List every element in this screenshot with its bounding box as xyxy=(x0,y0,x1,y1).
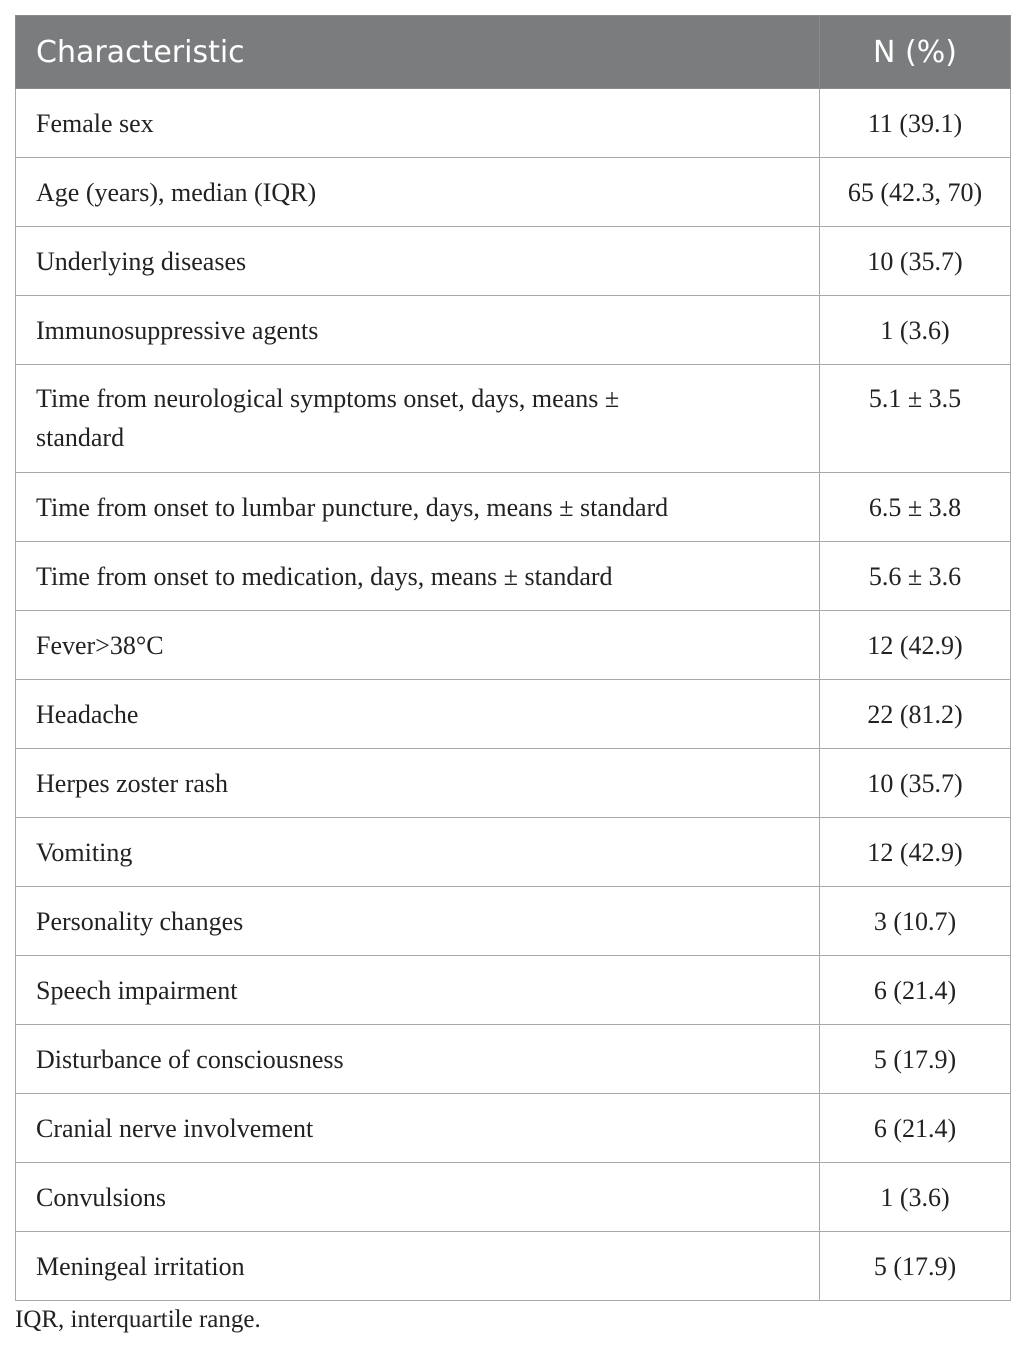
row-label: Disturbance of consciousness xyxy=(16,1025,820,1094)
table-row xyxy=(16,749,1011,818)
row-label: Age (years), median (IQR) xyxy=(16,158,820,227)
row-value: 12 (42.9) xyxy=(820,818,1011,887)
table-row xyxy=(16,542,1011,611)
row-label: Herpes zoster rash xyxy=(16,749,820,818)
row-value: 6 (21.4) xyxy=(820,1094,1011,1163)
table-row xyxy=(16,680,1011,749)
row-value: 22 (81.2) xyxy=(820,680,1011,749)
row-value: 6 (21.4) xyxy=(820,956,1011,1025)
row-label: Time from onset to medication, days, means ± standard xyxy=(16,542,820,611)
table-body xyxy=(16,89,1011,1301)
characteristics-table xyxy=(15,15,1011,1301)
row-value: 3 (10.7) xyxy=(820,887,1011,956)
table-row xyxy=(16,473,1011,542)
row-label: Speech impairment xyxy=(16,956,820,1025)
row-value: 10 (35.7) xyxy=(820,749,1011,818)
row-label: Vomiting xyxy=(16,818,820,887)
row-label: Headache xyxy=(16,680,820,749)
row-value: 1 (3.6) xyxy=(820,296,1011,365)
header-n-percent: N (%) xyxy=(820,16,1011,89)
row-label: Female sex xyxy=(16,89,820,158)
row-value: 6.5 ± 3.8 xyxy=(820,473,1011,542)
table-row xyxy=(16,365,1011,473)
table-row xyxy=(16,818,1011,887)
row-label: Time from onset to lumbar puncture, days, means ± standard xyxy=(16,473,820,542)
header-characteristic: Characteristic xyxy=(16,16,820,89)
row-label: Fever>38°C xyxy=(16,611,820,680)
row-value: 1 (3.6) xyxy=(820,1163,1011,1232)
row-value: 11 (39.1) xyxy=(820,89,1011,158)
table-row xyxy=(16,1094,1011,1163)
characteristics-table-container xyxy=(15,15,1010,1301)
row-value: 65 (42.3, 70) xyxy=(820,158,1011,227)
row-label-text: Time from neurological symptoms onset, days, means ± standard xyxy=(36,384,620,452)
header-row xyxy=(16,16,1011,89)
table-row xyxy=(16,956,1011,1025)
row-label: Meningeal irritation xyxy=(16,1232,820,1301)
table-row xyxy=(16,1025,1011,1094)
table-row xyxy=(16,611,1011,680)
table-row xyxy=(16,887,1011,956)
table-row xyxy=(16,227,1011,296)
row-value: 5 (17.9) xyxy=(820,1025,1011,1094)
row-label: Cranial nerve involvement xyxy=(16,1094,820,1163)
row-value: 5.1 ± 3.5 xyxy=(820,365,1011,473)
table-row xyxy=(16,1232,1011,1301)
row-label: Personality changes xyxy=(16,887,820,956)
table-header xyxy=(16,16,1011,89)
row-value: 12 (42.9) xyxy=(820,611,1011,680)
table-row xyxy=(16,158,1011,227)
row-label: Immunosuppressive agents xyxy=(16,296,820,365)
row-label: Underlying diseases xyxy=(16,227,820,296)
row-label: Convulsions xyxy=(16,1163,820,1232)
row-value: 5.6 ± 3.6 xyxy=(820,542,1011,611)
table-row xyxy=(16,89,1011,158)
table-footnote: IQR, interquartile range. xyxy=(15,1306,261,1333)
row-value: 5 (17.9) xyxy=(820,1232,1011,1301)
table-row xyxy=(16,1163,1011,1232)
table-row xyxy=(16,296,1011,365)
row-label xyxy=(16,365,820,473)
row-value: 10 (35.7) xyxy=(820,227,1011,296)
